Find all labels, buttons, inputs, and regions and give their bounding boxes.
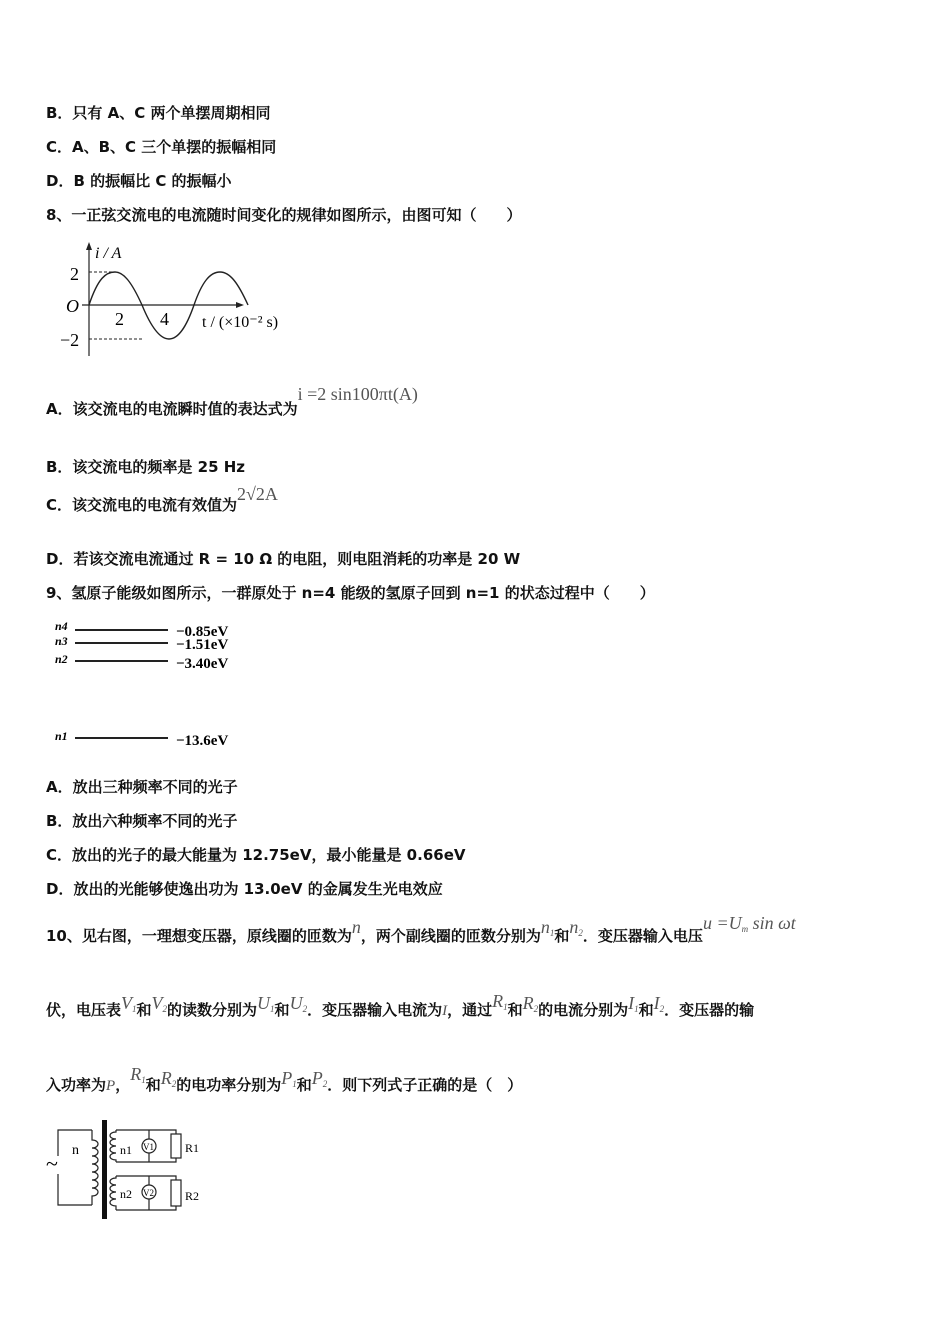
q8-option-a: A．该交流电的电流瞬时值的表达式为i =2 sin100πt(A) (46, 384, 418, 418)
q9-option-d: D．放出的光能够使逸出功为 13.0eV 的金属发生光电效应 (46, 880, 443, 898)
q8-option-c: C．该交流电的电流有效值为2√2A (46, 484, 278, 514)
q10-line-1: 10、见右图，一理想变压器，原线圈的匝数为n，两个副线圈的匝数分别为$n_1$和$n_2$．变压器输入电压$u =U_m$ sin ωt (46, 913, 796, 945)
level-n1-label: n1 (55, 729, 68, 743)
level-n4-label: n4 (55, 619, 68, 633)
q10-transformer-circuit (44, 1118, 214, 1223)
q9-option-b: B．放出六种频率不同的光子 (46, 812, 238, 830)
q7-option-b: B．只有 A、C 两个单摆周期相同 (46, 104, 271, 122)
voltmeter-v2: V2 (143, 1188, 154, 1198)
x-tick-4: 4 (160, 309, 169, 329)
resistor-r1-label: R1 (185, 1141, 200, 1155)
x-tick-2: 2 (115, 309, 124, 329)
q9-energy-level-diagram (50, 618, 250, 753)
resistor-r2-label: R2 (185, 1189, 200, 1203)
q9-stem: 9、氢原子能级如图所示，一群原处于 n=4 能级的氢原子回到 n=1 的状态过程中（ ） (46, 584, 655, 602)
q8-stem: 8、一正弦交流电的电流随时间变化的规律如图所示，由图可知（ ） (46, 206, 522, 224)
symbol-n: n (351, 917, 361, 937)
symbol-n1: $n_1$ (540, 917, 555, 938)
q8-option-a-formula: i =2 sin100πt(A) (297, 384, 418, 404)
ac-source-symbol: ~ (46, 1151, 58, 1176)
voltmeter-v1: V1 (143, 1142, 154, 1152)
primary-coil-label: n (72, 1143, 79, 1158)
secondary-coil-2-label: n2 (120, 1187, 132, 1201)
q7-option-d: D．B 的振幅比 C 的振幅小 (46, 172, 232, 190)
origin-label: O (66, 296, 79, 316)
secondary-coil-1-label: n1 (120, 1143, 132, 1157)
y-tick-neg2: −2 (60, 330, 80, 350)
level-n4-energy: −0.85eV (176, 624, 229, 640)
q8-option-d: D．若该交流电流通过 R = 10 Ω 的电阻，则电阻消耗的功率是 20 W (46, 550, 521, 568)
symbol-input-voltage: $u =U_m$ sin ωt (702, 913, 796, 934)
y-tick-2: 2 (70, 264, 79, 284)
q8-current-graph (52, 238, 302, 363)
level-n2-label: n2 (55, 652, 68, 666)
level-n2-energy: −3.40eV (176, 656, 229, 672)
y-axis-label: i / A (95, 245, 122, 262)
x-axis-label: t / (×10⁻² s) (202, 314, 279, 331)
level-n3-label: n3 (55, 634, 68, 648)
q9-option-c: C．放出的光子的最大能量为 12.75eV，最小能量是 0.66eV (46, 846, 466, 864)
q9-option-a: A．放出三种频率不同的光子 (46, 778, 238, 796)
level-n3-energy: −1.51eV (176, 637, 229, 653)
q10-line-3: 入功率为P，$R_1$和$R_2$的电功率分别为$P_1$和$P_2$．则下列式子正确的是（ ） (46, 1064, 523, 1094)
symbol-n2: $n_2$ (569, 917, 583, 938)
q8-option-c-formula: 2√2A (237, 484, 278, 504)
level-n1-energy: −13.6eV (176, 733, 229, 749)
q8-option-b: B．该交流电的频率是 25 Hz (46, 458, 246, 476)
q10-line-2: 伏，电压表$V_1$和$V_2$的读数分别为$U_1$和$U_2$．变压器输入电流为I，通过$R_1$和$R_2$的电流分别为$I_1$和$I_2$．变压器的输 (46, 991, 755, 1019)
q7-option-c: C．A、B、C 三个单摆的振幅相同 (46, 138, 277, 156)
